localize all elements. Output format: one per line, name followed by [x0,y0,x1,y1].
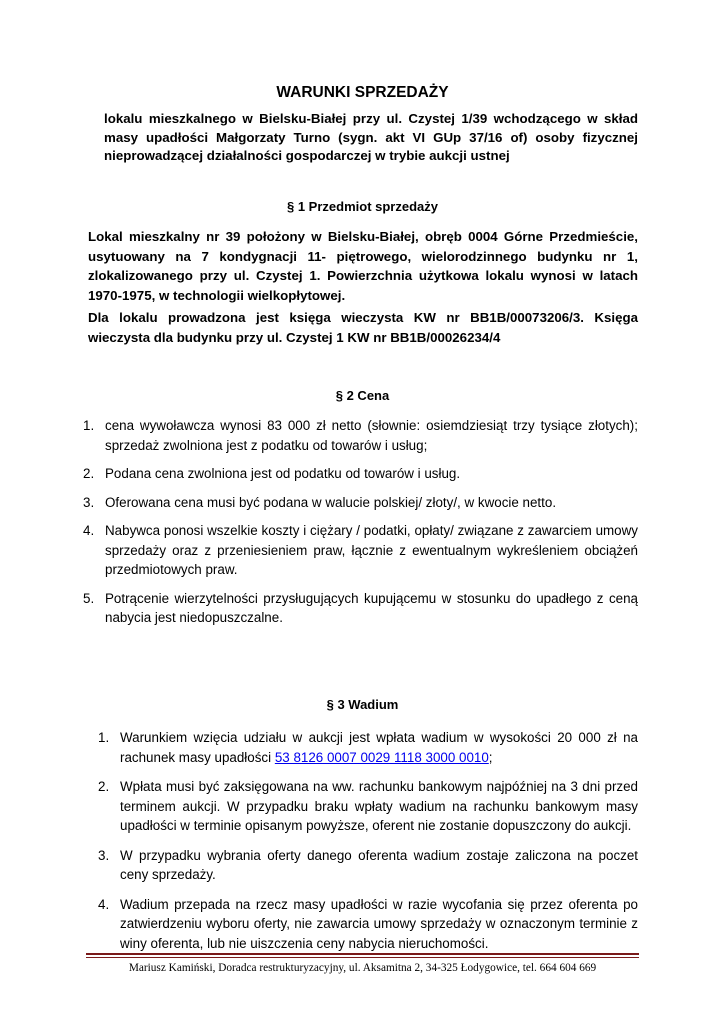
section-1-paragraph-2: Dla lokalu prowadzona jest księga wieczysta KW nr BB1B/00073206/3. Księga wieczysta dla budynku przy ul. Czystej 1 KW nr BB1B/00026234/4 [88,310,638,345]
section-2-heading: § 2 Cena [335,388,390,403]
document-subtitle: lokalu mieszkalnego w Bielsku-Białej przy ul. Czystej 1/39 wchodzącego w skład masy upadłości Małgorzaty Turno (sygn. akt VI GUp 37/16 of) osoby fizycznej nieprowadzącej działalności gospodarczej w trybie aukcji ustnej [104,111,638,163]
list-item-number: 3. [98,847,110,863]
list-item-text: Podana cena zwolniona jest od podatku od towarów i usług. [105,466,461,481]
page-footer: Mariusz Kamiński, Doradca restrukturyzacyjny, ul. Aksamitna 2, 34-325 Łodygowice, tel. 664 604 669 [128,962,597,974]
section-3-list [98,728,638,963]
list-item-text: Wpłata musi być zaksięgowana na ww. rachunku bankowym najpóźniej na 3 dni przed terminem aukcji. W przypadku braku wpłaty wadium na rachunku bankowym masy upadłości w terminie opisanym powyższe, oferent nie zostanie dopuszczony do aukcji. [120,779,638,833]
list-item-text: W przypadku wybrania oferty danego oferenta wadium zostaje zaliczona na poczet ceny sprzedaży. [120,847,638,882]
list-item-suffix: ; [488,749,493,765]
section-1-heading: § 1 Przedmiot sprzedaży [287,199,438,214]
list-item-number: 1. [83,418,95,433]
list-item [83,464,638,484]
list-item [98,895,638,954]
list-item-number: 4. [98,896,110,912]
list-item-number: 2. [83,466,95,481]
list-item [83,589,638,628]
list-item-text: Oferowana cena musi być podana w walucie polskiej/ złoty/, w kwocie netto. [105,494,557,510]
section-2-list [83,416,638,637]
list-item-text: Warunkiem wzięcia udziału w aukcji jest wpłata wadium w wysokości 20 000 zł na rachunek masy upadłości [120,730,638,765]
list-item-number: 5. [83,590,95,606]
section-1-paragraph-1: Lokal mieszkalny nr 39 położony w Bielsku-Białej, obręb 0004 Górne Przedmieście, usytuowany na 7 kondygnacji 11- piętrowego, wielorodzinnego budynku nr 1, zlokalizowanego przy ul. Czystej 1. Powierzchnia użytkowa lokalu wynosi w latach 1970-1975, w technologii wielkopłytowej. [88,229,638,303]
footer-divider [86,953,639,955]
list-item [98,728,638,767]
list-item-number: 1. [98,730,110,745]
list-item-number: 4. [83,523,95,538]
list-item [98,846,638,885]
footer-divider-thin [86,957,639,958]
list-item [83,493,638,513]
list-item-text: Potrącenie wierzytelności przysługujących kupującemu w stosunku do upadłego z ceną nabycia jest niedopuszczalne. [105,590,638,625]
list-item-number: 3. [83,494,95,510]
document-title: WARUNKI SPRZEDAŻY [276,84,449,101]
list-item-text: cena wywoławcza wynosi 83 000 zł netto (słownie: osiemdziesiąt trzy tysiące złotych); sprzedaż zwolniona jest z podatku od towarów i usług; [105,418,638,453]
list-item [83,416,638,455]
list-item-text: Wadium przepada na rzecz masy upadłości w razie wycofania się przez oferenta po zatwierdzeniu wyboru oferty, nie zawarcia umowy sprzedaży w oznaczonym terminie z winy oferenta, lub nie uiszczenia ceny nabycia nieruchomości. [120,896,638,951]
list-item-text: Nabywca ponosi wszelkie koszty i ciężary / podatki, opłaty/ związane z zawarciem umowy sprzedaży oraz z przeniesieniem praw, łącznie z ewentualnym wykreśleniem obciążeń przedmiotowych praw. [105,523,638,577]
list-item [98,777,638,836]
bank-account-link[interactable]: 53 8126 0007 0029 1118 3000 0010 [274,749,489,765]
section-3-heading: § 3 Wadium [326,697,399,712]
list-item [83,521,638,580]
list-item-number: 2. [98,779,110,794]
